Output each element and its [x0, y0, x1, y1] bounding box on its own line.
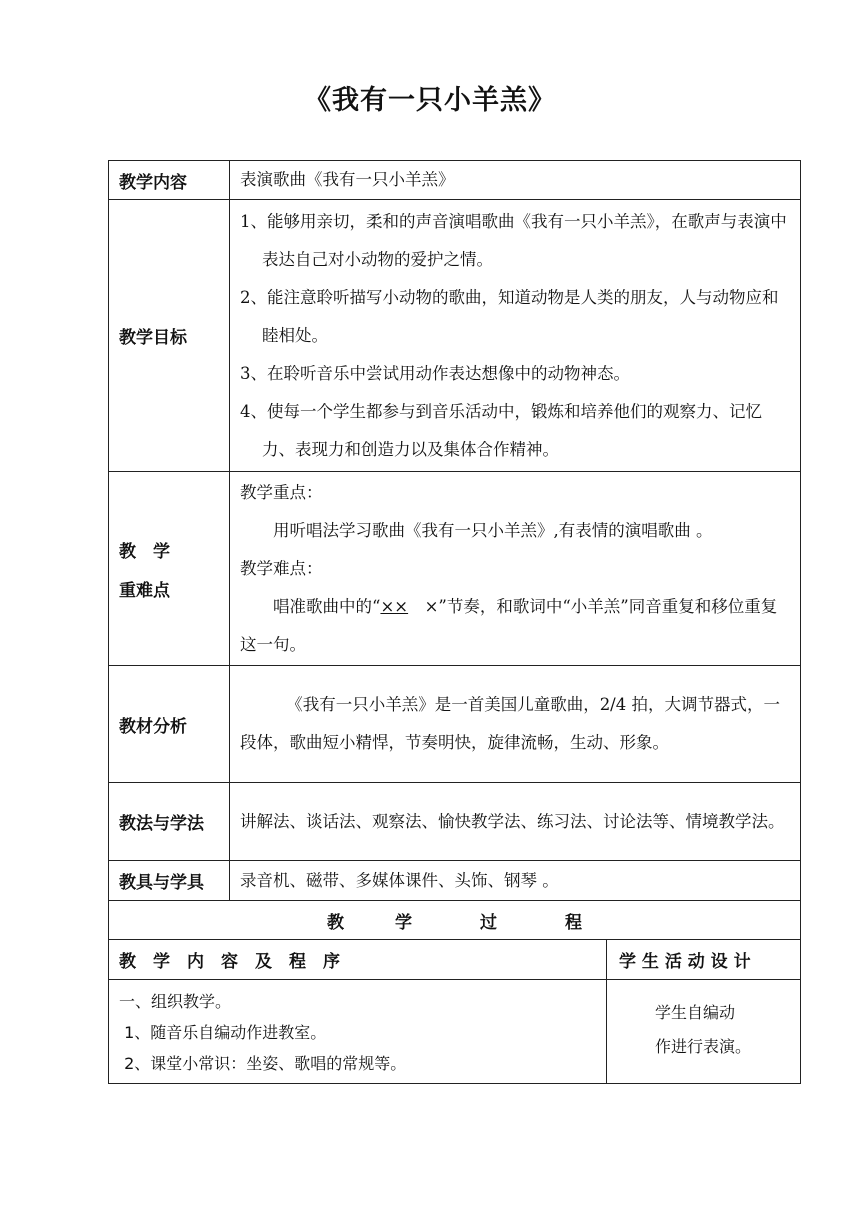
label-key-points: [109, 472, 230, 666]
row-process-step: [109, 980, 801, 1084]
value-analysis: [230, 666, 801, 783]
label-tools: 教具与学具: [109, 861, 230, 901]
student-line: 学生自编动: [655, 1003, 736, 1022]
row-objectives: [109, 200, 801, 472]
objective-item: 1、能够用亲切，柔和的声音演唱歌曲《我有一只小羊羔》，在歌声与表演中表达自己对小动物的爱护之情。: [240, 211, 787, 269]
rhythm-notation: ××: [380, 596, 409, 616]
row-key-points: [109, 472, 801, 666]
student-activity: [607, 980, 801, 1084]
label-key-points-line1: 教 学: [119, 541, 170, 562]
label-analysis: 教材分析: [109, 666, 230, 783]
value-methods: 讲解法、谈话法、观察法、愉快教学法、练习法、讨论法等、情境教学法。: [230, 783, 801, 861]
difficulty-rest: ×”节奏，和歌词中“小羊羔”同音重复和移位重复这一句。: [240, 596, 778, 654]
process-header: 教 学 过 程: [109, 901, 801, 940]
objectives-list: [230, 200, 801, 472]
value-tools: 录音机、磁带、多媒体课件、头饰、钢琴 。: [230, 861, 801, 901]
difficulty-heading: 教学难点：: [240, 558, 323, 578]
key-points-content: [230, 472, 801, 666]
row-process-header: [109, 901, 801, 940]
difficulty-text: [240, 588, 791, 664]
focus-heading: 教学重点：: [240, 482, 323, 502]
lesson-plan-table: [108, 160, 801, 1084]
label-objectives: 教学目标: [109, 200, 230, 472]
objective-item: 4、使每一个学生都参与到音乐活动中，锻炼和培养他们的观察力、记忆力、表现力和创造力以及集体合作精神。: [240, 401, 762, 459]
col-student-header: 学 生 活 动 设 计: [607, 940, 801, 980]
row-analysis: [109, 666, 801, 783]
row-process-columns: [109, 940, 801, 980]
step-line: 2、课堂小常识：坐姿、歌唱的常规等。: [119, 1054, 407, 1073]
row-methods: [109, 783, 801, 861]
label-key-points-line2: 重难点: [119, 580, 170, 601]
objective-item: 2、能注意聆听描写小动物的歌曲，知道动物是人类的朋友，人与动物应和睦相处。: [240, 287, 779, 345]
step-line: 1、随音乐自编动作进教室。: [119, 1023, 327, 1042]
student-line: 作进行表演。: [655, 1037, 752, 1056]
page-title: 《我有一只小羊羔》: [304, 85, 556, 116]
process-steps: [109, 980, 607, 1084]
row-content: [109, 161, 801, 200]
focus-text: 用听唱法学习歌曲《我有一只小羊羔》,有表情的演唱歌曲 。: [273, 520, 713, 540]
step-line: 一、组织教学。: [119, 992, 232, 1011]
row-tools: [109, 861, 801, 901]
col-content-header: 教 学 内 容 及 程 序: [109, 940, 607, 980]
value-content: 表演歌曲《我有一只小羊羔》: [230, 161, 801, 200]
label-content: 教学内容: [109, 161, 230, 200]
difficulty-pre: 唱准歌曲中的“: [273, 596, 381, 616]
label-methods: 教法与学法: [109, 783, 230, 861]
analysis-text: 《我有一只小羊羔》是一首美国儿童歌曲，2/4 拍，大调节器式，一段体，歌曲短小精悍，节奏明快，旋律流畅，生动、形象。: [240, 695, 780, 752]
objective-item: 3、在聆听音乐中尝试用动作表达想像中的动物神态。: [240, 363, 630, 383]
